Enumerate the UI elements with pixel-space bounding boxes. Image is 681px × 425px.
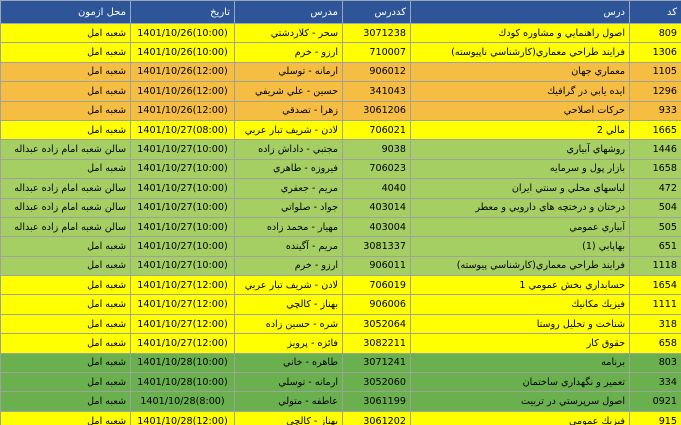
cell-place[interactable]: شعبه امل: [1, 62, 131, 81]
cell-date[interactable]: 1401/10/28(10:00): [131, 353, 235, 372]
header-row: [1, 1, 681, 24]
cell-code[interactable]: 658: [630, 334, 681, 353]
cell-course[interactable]: برنامه: [411, 353, 630, 372]
cell-teacher[interactable]: سحر - كلاردشتي: [235, 24, 343, 43]
table-row: [1, 373, 681, 392]
cell-course[interactable]: روشهاي آبياري: [411, 140, 630, 159]
cell-course-id[interactable]: 906011: [343, 256, 411, 275]
cell-course-id[interactable]: 403004: [343, 217, 411, 236]
cell-code[interactable]: 809: [630, 24, 681, 43]
table-row: [1, 82, 681, 101]
table-row: [1, 179, 681, 198]
table-row: [1, 353, 681, 372]
cell-code[interactable]: 1446: [630, 140, 681, 159]
cell-teacher[interactable]: جواد - صلواتي: [235, 198, 343, 217]
cell-course-id[interactable]: 906006: [343, 295, 411, 314]
cell-teacher[interactable]: مريم - جعفري: [235, 179, 343, 198]
cell-place[interactable]: شعبه امل: [1, 295, 131, 314]
cell-course-id[interactable]: 3061202: [343, 411, 411, 425]
table-row: [1, 159, 681, 178]
table-row: [1, 198, 681, 217]
cell-course[interactable]: معماري جهان: [411, 62, 630, 81]
cell-code[interactable]: 1306: [630, 43, 681, 62]
table-row: [1, 237, 681, 256]
cell-place[interactable]: شعبه امل: [1, 256, 131, 275]
cell-date[interactable]: 1401/10/26(12:00): [131, 82, 235, 101]
cell-course[interactable]: بهاپابي (1): [411, 237, 630, 256]
cell-teacher[interactable]: مهيار - محمد زاده: [235, 217, 343, 236]
cell-date[interactable]: 1401/10/28(10:00): [131, 373, 235, 392]
cell-course-id[interactable]: 3071238: [343, 24, 411, 43]
cell-course[interactable]: آبياري عمومي: [411, 217, 630, 236]
cell-course-id[interactable]: 4040: [343, 179, 411, 198]
cell-code[interactable]: 0921: [630, 392, 681, 411]
cell-place[interactable]: شعبه امل: [1, 411, 131, 425]
cell-place[interactable]: شعبه امل: [1, 82, 131, 101]
table-row: [1, 43, 681, 62]
cell-course[interactable]: فيزيك عمومي: [411, 411, 630, 425]
cell-place[interactable]: شعبه امل: [1, 373, 131, 392]
cell-code[interactable]: 1296: [630, 82, 681, 101]
cell-course[interactable]: فرايند طراحي معماري(كارشناسي ناپيوسته): [411, 43, 630, 62]
cell-date[interactable]: 1401/10/27(12:00): [131, 334, 235, 353]
cell-course[interactable]: فرايند طراحي معماري(كارشناسي پيوسته): [411, 256, 630, 275]
header-course-id[interactable]: کددرس: [343, 1, 411, 24]
table-row: [1, 334, 681, 353]
cell-place[interactable]: شعبه امل: [1, 101, 131, 120]
cell-teacher[interactable]: لادن - شريف تبار عربي: [235, 276, 343, 295]
cell-place[interactable]: شعبه امل: [1, 159, 131, 178]
cell-course-id[interactable]: 710007: [343, 43, 411, 62]
cell-course-id[interactable]: 3082211: [343, 334, 411, 353]
cell-place[interactable]: شعبه امل: [1, 314, 131, 333]
cell-place[interactable]: سالن شعبه امام زاده عبداله: [1, 198, 131, 217]
cell-teacher[interactable]: ارزو - خرم: [235, 43, 343, 62]
cell-course[interactable]: ايده يابي در گرافيك: [411, 82, 630, 101]
cell-code[interactable]: 472: [630, 179, 681, 198]
table-row: [1, 140, 681, 159]
cell-course[interactable]: اصول سرپرستي در تربيت: [411, 392, 630, 411]
table-row: [1, 295, 681, 314]
cell-course[interactable]: تعمير و نگهداري ساختمان: [411, 373, 630, 392]
cell-place[interactable]: شعبه امل: [1, 237, 131, 256]
cell-teacher[interactable]: لادن - شريف تبار عربي: [235, 120, 343, 139]
cell-course-id[interactable]: 9038: [343, 140, 411, 159]
header-date[interactable]: تاریخ: [131, 1, 235, 24]
cell-teacher[interactable]: شره - حسين زاده: [235, 314, 343, 333]
cell-date[interactable]: 1401/10/27(10:00): [131, 179, 235, 198]
cell-course-id[interactable]: 3081337: [343, 237, 411, 256]
cell-place[interactable]: سالن شعبه امام زاده عبداله: [1, 217, 131, 236]
header-teacher[interactable]: مدرس: [235, 1, 343, 24]
cell-place[interactable]: شعبه امل: [1, 24, 131, 43]
cell-teacher[interactable]: عاطفه - متولي: [235, 392, 343, 411]
cell-teacher[interactable]: طاهره - خاني: [235, 353, 343, 372]
cell-place[interactable]: سالن شعبه امام زاده عبداله: [1, 140, 131, 159]
cell-course[interactable]: لباسهاي محلي و سنتي ايران: [411, 179, 630, 198]
cell-date[interactable]: 1401/10/27(10:00): [131, 198, 235, 217]
cell-date[interactable]: 1401/10/26(12:00): [131, 101, 235, 120]
cell-course-id[interactable]: 403014: [343, 198, 411, 217]
header-course[interactable]: درس: [411, 1, 630, 24]
cell-date[interactable]: 1401/10/27(10:00): [131, 256, 235, 275]
cell-course-id[interactable]: 3061206: [343, 101, 411, 120]
cell-date[interactable]: 1401/10/27(12:00): [131, 276, 235, 295]
cell-date[interactable]: 1401/10/26(10:00): [131, 24, 235, 43]
cell-code[interactable]: 803: [630, 353, 681, 372]
cell-teacher[interactable]: بهناز - كالچي: [235, 295, 343, 314]
table-row: [1, 276, 681, 295]
cell-place[interactable]: شعبه امل: [1, 353, 131, 372]
cell-teacher[interactable]: ارمانه - توسلي: [235, 62, 343, 81]
cell-teacher[interactable]: زهرا - تصدقي: [235, 101, 343, 120]
cell-place[interactable]: شعبه امل: [1, 43, 131, 62]
cell-teacher[interactable]: فائزه - پرويز: [235, 334, 343, 353]
cell-code[interactable]: 1111: [630, 295, 681, 314]
cell-course[interactable]: شناخت و تحليل روستا: [411, 314, 630, 333]
cell-code[interactable]: 504: [630, 198, 681, 217]
cell-date[interactable]: 1401/10/27(08:00): [131, 120, 235, 139]
cell-date[interactable]: 1401/10/28(8:00): [131, 392, 235, 411]
cell-place[interactable]: سالن شعبه امام زاده عبداله: [1, 179, 131, 198]
cell-code[interactable]: 1654: [630, 276, 681, 295]
cell-place[interactable]: شعبه امل: [1, 120, 131, 139]
cell-course[interactable]: حركات اصلاحي: [411, 101, 630, 120]
table-row: [1, 392, 681, 411]
table-row: [1, 62, 681, 81]
cell-course-id[interactable]: 706019: [343, 276, 411, 295]
table-row: [1, 411, 681, 425]
cell-code[interactable]: 933: [630, 101, 681, 120]
cell-teacher[interactable]: مريم - آگينده: [235, 237, 343, 256]
table-row: [1, 24, 681, 43]
cell-date[interactable]: 1401/10/28(12:00): [131, 411, 235, 425]
cell-code[interactable]: 318: [630, 314, 681, 333]
header-code[interactable]: کد: [630, 1, 681, 24]
cell-course[interactable]: حقوق كار: [411, 334, 630, 353]
cell-date[interactable]: 1401/10/27(10:00): [131, 237, 235, 256]
cell-code[interactable]: 1105: [630, 62, 681, 81]
cell-course-id[interactable]: 3052060: [343, 373, 411, 392]
cell-code[interactable]: 1658: [630, 159, 681, 178]
cell-course-id[interactable]: 906012: [343, 62, 411, 81]
table-row: [1, 314, 681, 333]
cell-place[interactable]: شعبه امل: [1, 392, 131, 411]
cell-date[interactable]: 1401/10/27(12:00): [131, 314, 235, 333]
cell-course[interactable]: درختان و درختچه هاي دارويي و معطر: [411, 198, 630, 217]
table-row: [1, 120, 681, 139]
cell-course[interactable]: فيزيك مكانيك: [411, 295, 630, 314]
table-row: [1, 101, 681, 120]
cell-course[interactable]: اصول راهنمايي و مشاوره كودك: [411, 24, 630, 43]
cell-teacher[interactable]: ارزو - خرم: [235, 256, 343, 275]
cell-date[interactable]: 1401/10/27(10:00): [131, 217, 235, 236]
cell-course-id[interactable]: 3061199: [343, 392, 411, 411]
cell-code[interactable]: 505: [630, 217, 681, 236]
header-place[interactable]: محل ازمون: [1, 1, 131, 24]
cell-course-id[interactable]: 3071241: [343, 353, 411, 372]
table-row: [1, 256, 681, 275]
cell-course-id[interactable]: 341043: [343, 82, 411, 101]
cell-date[interactable]: 1401/10/26(10:00): [131, 43, 235, 62]
cell-date[interactable]: 1401/10/27(12:00): [131, 295, 235, 314]
cell-code[interactable]: 1118: [630, 256, 681, 275]
cell-code[interactable]: 334: [630, 373, 681, 392]
cell-teacher[interactable]: ارمانه - توسلي: [235, 373, 343, 392]
cell-place[interactable]: شعبه امل: [1, 276, 131, 295]
cell-code[interactable]: 651: [630, 237, 681, 256]
cell-place[interactable]: شعبه امل: [1, 334, 131, 353]
cell-date[interactable]: 1401/10/26(12:00): [131, 62, 235, 81]
cell-course[interactable]: مالي 2: [411, 120, 630, 139]
table-row: [1, 217, 681, 236]
cell-course-id[interactable]: 3052064: [343, 314, 411, 333]
cell-date[interactable]: 1401/10/27(10:00): [131, 159, 235, 178]
cell-course-id[interactable]: 706021: [343, 120, 411, 139]
cell-date[interactable]: 1401/10/27(10:00): [131, 140, 235, 159]
cell-teacher[interactable]: فيروزه - طاهري: [235, 159, 343, 178]
cell-teacher[interactable]: بهناز - كالچي: [235, 411, 343, 425]
cell-code[interactable]: 1665: [630, 120, 681, 139]
cell-code[interactable]: 915: [630, 411, 681, 425]
cell-course[interactable]: بازار پول و سرمايه: [411, 159, 630, 178]
cell-course[interactable]: حسابداري بخش عمومي 1: [411, 276, 630, 295]
cell-course-id[interactable]: 706023: [343, 159, 411, 178]
cell-teacher[interactable]: مجتبي - داداش زاده: [235, 140, 343, 159]
cell-teacher[interactable]: حسين - علي شريفي: [235, 82, 343, 101]
